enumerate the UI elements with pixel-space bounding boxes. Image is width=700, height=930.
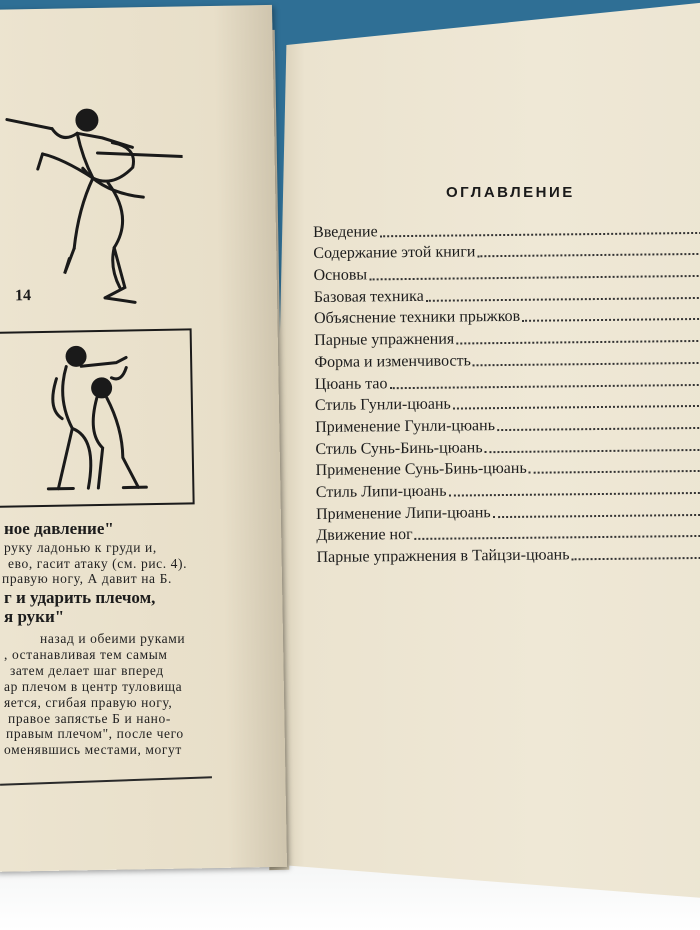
dot-leader [390,383,700,388]
dot-leader [453,405,700,410]
dot-leader [572,557,700,561]
toc-entry-label: Применение Гунли-цюань [315,416,496,436]
toc-entry-label: Стиль Липи-цюань [315,482,447,501]
toc-entry-label: Стиль Гунли-цюань [314,395,451,415]
left-page-text-line: руку ладонью к груди и, [4,540,157,555]
dot-leader [473,362,700,367]
left-page-text-line: яется, сгибая правую ногу, [4,695,173,710]
dot-leader [426,297,700,302]
left-page-text-line: правое запястье Б и нано- [8,711,171,726]
dot-leader [493,513,700,517]
toc-entry-label: Стиль Сунь-Бинь-цюань [315,438,483,458]
page-number: 14 [14,287,32,305]
toc-entry-label: Базовая техника [313,287,424,306]
left-page-text-line: , останавливая тем самым [4,647,168,662]
toc-entry-label: Объяснение техники прыжков [313,308,521,328]
toc-entry-label: Применение Сунь-Бинь-цюань [315,460,527,480]
dot-leader [522,318,700,322]
dot-leader [415,535,700,540]
dot-leader [449,492,700,497]
toc-entry-label: Парные упражнения в Тайцзи-цюань [316,546,570,566]
toc-entry-label: Цюань тао [314,374,388,393]
left-page-heading-1: ное давление" [4,519,114,538]
dot-leader [529,470,700,474]
dot-leader [485,448,700,452]
left-page-heading-2: я руки" [4,607,65,626]
toc-entry-label: Форма и изменчивость [314,352,471,371]
left-page-text-line: назад и обеими руками [40,631,186,646]
left-page-text-line: правым плечом", после чего [6,726,184,741]
toc-entry-label: Введение [313,223,378,241]
left-page-text-line: ево, гасит атаку (см. рис. 4). [8,556,188,571]
table-of-contents [313,216,700,567]
toc-entry-label: Содержание этой книги [313,243,476,263]
martial-artist-illustration-2 [26,337,179,500]
dot-leader [369,275,700,281]
left-page-text-line: оменявшись местами, могут [4,742,182,757]
left-page-text-line: правую ногу, А давит на Б. [2,571,172,586]
left-page-text-line: ар плечом в центр туловища [4,679,183,694]
toc-title: ОГЛАВЛЕНИЕ [446,184,575,201]
toc-entry [316,541,700,567]
toc-entry-label: Применение Липи-цюань [315,503,491,523]
toc-entry-label: Движение ног [316,526,413,545]
left-page-text-line: затем делает шаг вперед [10,663,164,678]
toc-entry-label: Парные упражнения [314,330,455,350]
dot-leader [477,253,700,257]
dot-leader [456,340,700,345]
dot-leader [497,427,700,431]
left-page-heading-2: г и ударить плечом, [4,588,156,607]
dot-leader [380,231,700,236]
toc-entry-label: Основы [313,266,368,285]
